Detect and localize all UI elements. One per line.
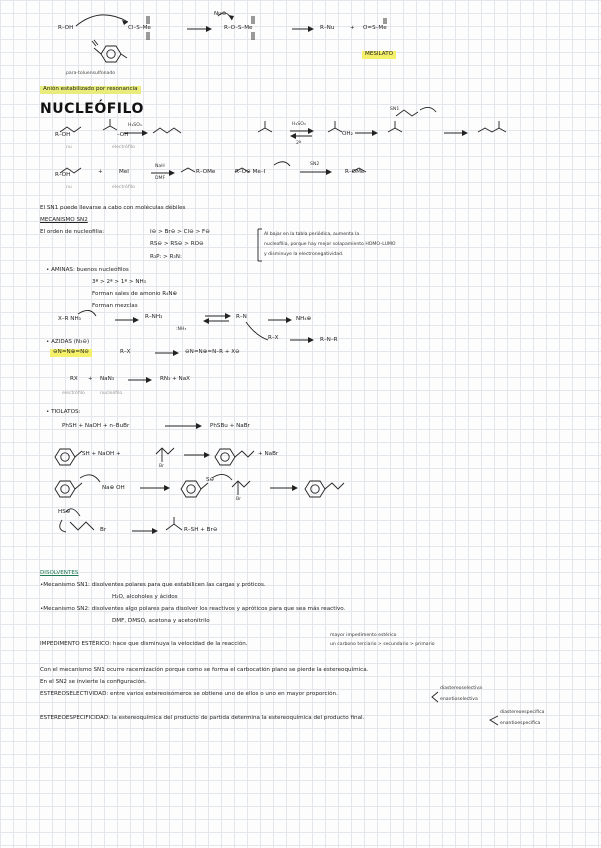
- impedimento-note-1: mayor impedimento estérico: [330, 633, 397, 638]
- order-halides: I⊖ > Br⊖ > Cl⊖ > F⊖: [150, 229, 210, 235]
- tiolatos-br: Br: [100, 527, 107, 533]
- row1-sn1: SN1: [390, 107, 400, 112]
- row2-dmf: DMF: [155, 176, 166, 181]
- row1-h2so4-2: H₂SO₄: [292, 122, 306, 127]
- order-pnictogens: R₃P: > R₃N:: [150, 254, 182, 260]
- tscl-label: Cl–S–Me: [128, 25, 151, 31]
- row2-final: R–OMe: [345, 169, 365, 175]
- row1-tbuoh: –OH: [117, 132, 129, 138]
- tosylate-intermediate: R–O–S–Me: [224, 25, 253, 31]
- resonance-note: Anión estabilizado por resonancia: [40, 86, 141, 94]
- tiolatos-r3-s: S⊖: [206, 477, 215, 483]
- estereosel-a: diastereoselectiva: [440, 686, 482, 691]
- row1-tbu-label: 2ª: [296, 141, 302, 146]
- azidas-rx: R–X: [120, 349, 131, 355]
- mesylate-structure: O=S–Me: [363, 25, 387, 31]
- estereoespecificidad: ESTEREOESPECIFICIDAD: la estereoquímica del producto de partida determina la estereoquímica del producto final.: [40, 715, 365, 721]
- nucleofilo-title: NUCLEÓFILO: [40, 101, 144, 117]
- row2-product: R–OMe: [196, 169, 216, 175]
- row2-roh: R–OH: [55, 172, 71, 178]
- racemizacion-1: Con el mecanismo SN1 ocurre racemización porque como se forma el carbocatión plano se pierde la estereoquímica.: [40, 667, 369, 673]
- tiolatos-r3-na: Na⊕ OH: [102, 485, 125, 491]
- tiolatos-r3-br: Br: [236, 497, 242, 502]
- azidas-nan3: NaN₃: [100, 376, 115, 382]
- row2-me-i: R–O⊖ Me–I: [235, 169, 266, 175]
- aminas-nh3: :NH₃: [176, 327, 187, 332]
- aminas-intermediate: R–NH₃: [145, 314, 163, 320]
- disolventes-sn1-examples: H₂O, alcoholes y ácidos: [112, 594, 178, 600]
- tiolatos-r2-prod: + NaBr: [258, 451, 279, 457]
- azidas-cap-nu: nucleófilo: [100, 391, 123, 396]
- r-nu-product: R–Nu: [320, 25, 335, 31]
- tiolatos-heading: • TIOLATOS:: [46, 409, 81, 415]
- aminas-heading: • AMINAS: buenos nucleófilos: [46, 267, 129, 273]
- mesilato-highlight: MESILATO: [362, 51, 396, 59]
- estereosel-b: enantioselectiva: [440, 697, 478, 702]
- azide-structure: ⊖N=N⊕=N⊖: [50, 349, 92, 357]
- tiolatos-r2: SH + NaOH +: [82, 451, 121, 457]
- aminas-forman-1: Forman sales de amonio R₄N⊕: [92, 291, 178, 297]
- aminas-forman-2: Forman mezclas: [92, 303, 138, 309]
- aminas-quat: R–N–R: [320, 337, 338, 343]
- disolventes-sn1: •Mecanismo SN1: disolventes polares para que estabilicen las cargas y próticos.: [40, 582, 266, 588]
- aminas-rx: R–X: [268, 335, 279, 341]
- row2-nah: NaH: [155, 164, 165, 169]
- disolventes-sn2-examples: DMF, DMSO, acetona y acetonitrilo: [112, 618, 210, 624]
- nu-label: Nu⊖: [214, 11, 227, 17]
- azidas-r2-left: RX: [70, 376, 78, 382]
- row1-nu-caption: nu: [66, 145, 72, 150]
- estereoselectividad: ESTEREOSELECTIVIDAD: entre varios estereoisómeros se obtiene uno de ellos o uno en mayor proporción.: [40, 691, 338, 697]
- plus-sign: +: [350, 25, 355, 31]
- aminas-eq-right: R–N: [236, 314, 247, 320]
- order-chalcogens: RS⊖ > RS⊖ > RO⊖: [150, 241, 204, 247]
- order-note-3: y disminuye la electronegatividad.: [264, 252, 344, 257]
- azidas-plus: +: [88, 376, 93, 382]
- aminas-nh4: NH₄⊕: [296, 316, 312, 322]
- impedimento: IMPEDIMENTO ESTÉRICO: hace que disminuya la velocidad de la reacción.: [40, 641, 248, 647]
- order-label: El orden de nucleofilia:: [40, 229, 105, 235]
- tiolatos-r4-prod: R–SH + Br⊖: [184, 527, 218, 533]
- mechanism-heading: MECANISMO SN2: [40, 217, 88, 223]
- row1-elec-caption: electrófilo: [112, 145, 135, 150]
- aminas-reactants: X–R NH₃: [58, 316, 81, 322]
- tiolatos-hs: HS⊖: [58, 509, 71, 515]
- azidas-product: ⊖N=N⊕=N–R + X⊖: [185, 349, 240, 355]
- row2-plus: +: [98, 169, 103, 175]
- azidas-r2-right: RN₃ + NaX: [160, 376, 191, 382]
- order-note-1: Al bajar en la tabla periódica, aumenta la: [264, 232, 360, 237]
- row1-h2so4: H₂SO₄: [128, 123, 142, 128]
- row2-sn2: SN2: [310, 162, 320, 167]
- impedimento-note-2: un carbono terciario > secundario > primario: [330, 642, 435, 647]
- disolventes-heading: DISOLVENTES: [40, 570, 79, 576]
- estereoesp-b: enantioespecífica: [500, 721, 541, 726]
- tiolatos-r1-prod: PhSBu + NaBr: [210, 423, 250, 429]
- row1-roh: R–OH: [55, 132, 71, 138]
- racemizacion-2: En el SN2 se invierte la configuración.: [40, 679, 147, 685]
- order-note-2: nucleofilia, porque hay mejor solapamiento HOMO–LUMO: [264, 242, 396, 247]
- sn1-note: El SN1 puede llevarse a cabo con moléculas débiles: [40, 205, 186, 211]
- roh-label: R–OH: [58, 25, 74, 31]
- tiolatos-r2-br: Br: [159, 464, 165, 469]
- row2-nu-caption: nu: [66, 185, 72, 190]
- disolventes-sn2: •Mecanismo SN2: disolventes algo polares para disolver los reactivos y apróticos para que sea más reactivo.: [40, 606, 346, 612]
- azidas-heading: • AZIDAS (N₃⊖): [46, 339, 90, 345]
- row2-elec-caption: electrófilo: [112, 185, 135, 190]
- row2-mei: MeI: [119, 169, 129, 175]
- ptcl-caption: para-toluensulfonado: [66, 71, 116, 76]
- estereoesp-a: diastereoespecífica: [500, 710, 545, 715]
- aminas-order: 3ª > 2ª > 1ª > NH₃: [92, 279, 146, 285]
- azidas-cap-elec: electrófilo: [62, 391, 85, 396]
- row1-oh2: OH₂: [342, 131, 353, 137]
- tiolatos-r1: PhSH + NaOH + n–BuBr: [62, 423, 130, 429]
